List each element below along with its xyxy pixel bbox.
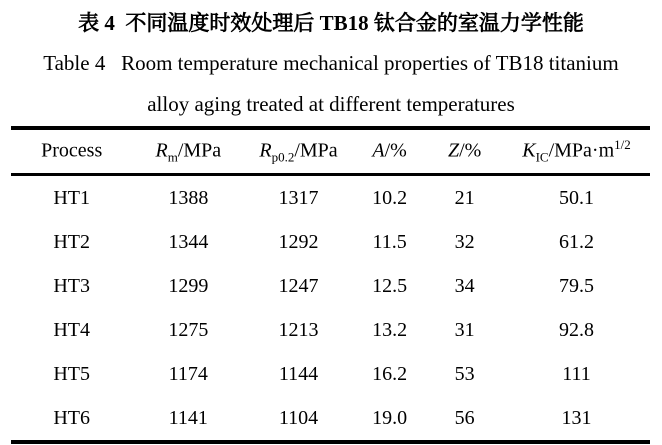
cell-rm: 1344: [168, 230, 209, 253]
table-body: [11, 175, 650, 443]
cell-process: HT5: [53, 362, 91, 385]
cell-z: 56: [454, 406, 475, 429]
cell-process: HT2: [53, 230, 91, 253]
cell-rm: 1275: [168, 318, 209, 341]
cell-a: 16.2: [372, 362, 408, 385]
table-caption-en-line1: Table 4 Room temperature mechanical properties of TB18 titanium: [43, 51, 619, 75]
cell-a: 13.2: [372, 318, 408, 341]
col-unit: /MPa: [177, 139, 222, 162]
cell-a: 19.0: [372, 406, 408, 429]
cell-rp02: 1144: [278, 362, 319, 385]
cell-kic: 50.1: [559, 186, 594, 209]
cell-process: HT6: [53, 406, 91, 429]
table-row-ht3: [11, 264, 650, 308]
col-symbol: A: [372, 139, 385, 162]
col-header-z: [426, 128, 503, 175]
table-row-ht4: [11, 308, 650, 352]
col-subscript: p0.2: [271, 149, 295, 165]
cell-kic: 131: [561, 406, 592, 429]
col-unit: /%: [459, 139, 482, 162]
cell-rp02: 1317: [278, 186, 319, 209]
cell-process: HT1: [53, 186, 91, 209]
col-symbol: K: [522, 139, 536, 162]
col-subscript: m: [167, 149, 178, 165]
col-subscript: IC: [535, 149, 549, 165]
header-row: [11, 128, 650, 175]
cell-rp02: 1213: [278, 318, 319, 341]
cell-rm: 1141: [168, 406, 208, 429]
table-row-ht1: [11, 175, 650, 221]
table-caption-en-line2: alloy aging treated at different temperatures: [147, 92, 515, 116]
table-row-ht6: [11, 396, 650, 442]
table-row-ht5: [11, 352, 650, 396]
table-header: [11, 128, 650, 175]
cell-z: 21: [454, 186, 475, 209]
cell-rm: 1299: [168, 274, 209, 297]
cell-z: 32: [454, 230, 475, 253]
cell-rp02: 1247: [278, 274, 319, 297]
col-header-process: [11, 128, 132, 175]
col-header-rp02: [244, 128, 353, 175]
col-unit: /MPa·m: [548, 139, 615, 162]
cell-z: 34: [454, 274, 475, 297]
table-caption-zh: 表 4 不同温度时效处理后 TB18 钛合金的室温力学性能: [78, 11, 584, 35]
cell-process: HT3: [53, 274, 91, 297]
col-unit: /MPa: [294, 139, 338, 162]
col-header-kic: [503, 128, 650, 175]
col-unit: /%: [384, 139, 407, 162]
mechanical-properties-table: [11, 126, 650, 444]
col-header-rm: [132, 128, 244, 175]
cell-rm: 1174: [168, 362, 208, 385]
cell-rp02: 1104: [278, 406, 319, 429]
cell-kic: 61.2: [559, 230, 594, 253]
table-row-ht2: [11, 220, 650, 264]
cell-kic: 111: [562, 362, 591, 385]
col-symbol: R: [155, 139, 168, 162]
cell-kic: 79.5: [559, 274, 594, 297]
cell-process: HT4: [53, 318, 91, 341]
cell-a: 10.2: [372, 186, 408, 209]
cell-z: 53: [454, 362, 475, 385]
cell-rm: 1388: [168, 186, 209, 209]
cell-z: 31: [454, 318, 475, 341]
col-header-a: [353, 128, 426, 175]
col-superscript: 1/2: [614, 137, 631, 153]
col-symbol: Z: [447, 139, 460, 162]
col-symbol: R: [259, 139, 272, 162]
cell-a: 11.5: [372, 230, 407, 253]
col-unit: Process: [41, 139, 103, 162]
cell-kic: 92.8: [559, 318, 594, 341]
cell-rp02: 1292: [278, 230, 319, 253]
cell-a: 12.5: [372, 274, 408, 297]
